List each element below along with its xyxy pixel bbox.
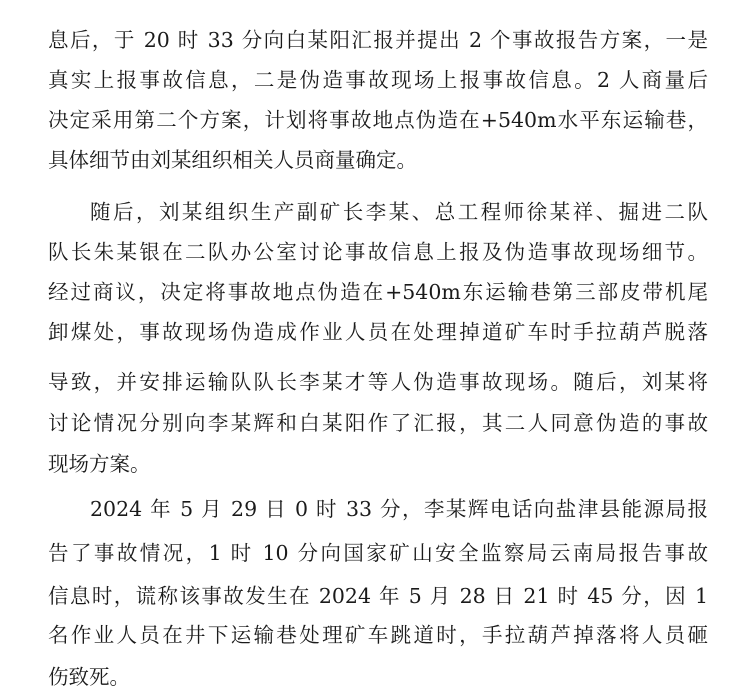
- paragraph-1-line-3: 决定采用第二个方案，计划将事故地点伪造在+540m水平东运输巷，: [48, 108, 708, 132]
- paragraph-2-line-7: 现场方案。: [48, 452, 151, 476]
- paragraph-3-line-3: 信息时，谎称该事故发生在 2024 年 5 月 28 日 21 时 45 分，因 1: [48, 584, 708, 608]
- paragraph-2-line-6: 讨论情况分别向李某辉和白某阳作了汇报，其二人同意伪造的事故: [48, 411, 708, 435]
- paragraph-2-line-5: 导致，并安排运输队队长李某才等人伪造事故现场。随后，刘某将: [48, 370, 708, 394]
- paragraph-3-line-4: 名作业人员在井下运输巷处理矿车跳道时，手拉葫芦掉落将人员砸: [48, 623, 708, 647]
- paragraph-2-line-3: 经过商议，决定将事故地点伪造在+540m东运输巷第三部皮带机尾: [48, 280, 708, 304]
- paragraph-3-line-5: 伤致死。: [48, 665, 130, 689]
- paragraph-2-line-2: 队长朱某银在二队办公室讨论事故信息上报及伪造事故现场细节。: [48, 240, 708, 264]
- paragraph-1-line-1: 息后，于 20 时 33 分向白某阳汇报并提出 2 个事故报告方案，一是: [48, 28, 708, 52]
- paragraph-1-line-2: 真实上报事故信息，二是伪造事故现场上报事故信息。2 人商量后: [48, 68, 708, 92]
- paragraph-1-line-4: 具体细节由刘某组织相关人员商量确定。: [48, 148, 417, 172]
- paragraph-2-line-4: 卸煤处，事故现场伪造成作业人员在处理掉道矿车时手拉葫芦脱落: [48, 320, 708, 344]
- paragraph-2-line-1: 随后，刘某组织生产副矿长李某、总工程师徐某祥、掘进二队: [90, 200, 708, 224]
- paragraph-3-line-2: 告了事故情况，1 时 10 分向国家矿山安全监察局云南局报告事故: [48, 541, 708, 565]
- paragraph-3-line-1: 2024 年 5 月 29 日 0 时 33 分，李某辉电话向盐津县能源局报: [90, 497, 708, 521]
